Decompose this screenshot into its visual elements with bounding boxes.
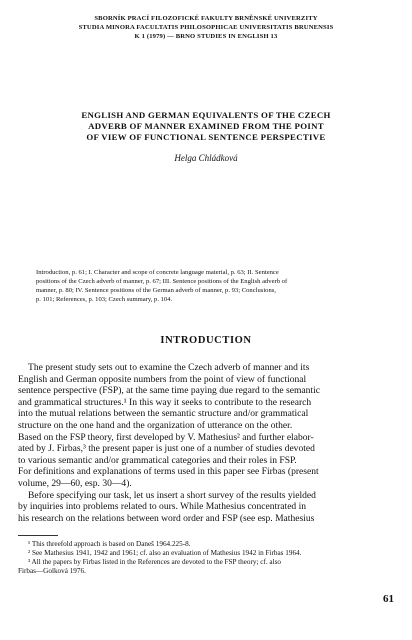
footnotes (18, 540, 394, 576)
page-number: 61 (383, 593, 394, 605)
body-line: sentence perspective (FSP), at the same time paying due regard to the semantic (18, 385, 320, 397)
article-title (20, 110, 392, 143)
toc-line-2: positions of the Czech adverb of manner, p. 67; III. Sentence positions of the English adverb of (36, 278, 288, 285)
header-line-1: SBORNÍK PRACÍ FILOZOFICKÉ FAKULTY BRNĚNSKÉ UNIVERZITY (94, 15, 318, 22)
body-line: Based on the FSP theory, first developed by V. Mathesius² and further elabor- (18, 431, 314, 443)
author-name: Helga Chládková (174, 153, 238, 163)
body-line: ated by J. Firbas,³ the present paper is just one of a number of studies devoted (18, 443, 315, 455)
body-line: English and German opposite numbers from the point of view of functional (18, 373, 307, 385)
footnote-2: ² See Mathesius 1941, 1942 and 1961; cf. also an evaluation of Mathesius 1942 in Firbas 1964. (28, 549, 302, 557)
table-of-contents (36, 268, 376, 304)
footnote-3-continued: Firbas—Golková 1976. (18, 567, 86, 575)
body-line: his research on the relations between word order and FSP (see esp. Mathesius (18, 512, 315, 524)
body-line: into the mutual relations between the semantic structure and/or grammatical (18, 408, 309, 420)
body-text (18, 362, 394, 524)
toc-line-1: Introduction, p. 61; I. Character and scope of concrete language material, p. 63; II. Sentence (36, 269, 279, 276)
journal-header (0, 14, 412, 41)
title-line-1: ENGLISH AND GERMAN EQUIVALENTS OF THE CZECH (81, 110, 331, 120)
header-line-2: STUDIA MINORA FACULTATIS PHILOSOPHICAE UNIVERSITATIS BRUNENSIS (78, 24, 334, 31)
body-line: For definitions and explanations of terms used in this paper see Firbas (present (18, 466, 319, 478)
body-line: The present study sets out to examine the Czech adverb of manner and its (28, 362, 310, 373)
footnote-1: ¹ This threefold approach is based on Daneš 1964.225-8. (28, 540, 191, 548)
body-line: and grammatical structures.¹ In this way it seeks to contribute to the research (18, 396, 312, 408)
toc-line-4: p. 101; References, p. 103; Czech summary, p. 104. (36, 296, 173, 303)
body-line: to various semantic and/or grammatical categories and their roles in FSP. (18, 454, 297, 466)
body-line: by inquiries into problems related to ours. While Mathesius concentrated in (18, 501, 307, 513)
title-line-3: OF VIEW OF FUNCTIONAL SENTENCE PERSPECTIVE (86, 132, 326, 142)
body-line: structure on the one hand and the organization of utterance on the other. (18, 419, 293, 431)
footnote-3: ³ All the papers by Firbas listed in the References are devoted to the FSP theory; cf. also (28, 558, 281, 566)
toc-line-3: manner, p. 80; IV. Sentence positions of the German adverb of manner, p. 93; Conclusions, (36, 287, 276, 294)
header-line-3: K 1 (1979) — BRNO STUDIES IN ENGLISH 13 (134, 33, 278, 40)
body-line: volume, 29—60, esp. 30—4). (18, 477, 132, 489)
body-line: Before specifying our task, let us insert a short survey of the results yielded (28, 489, 316, 501)
title-line-2: ADVERB OF MANNER EXAMINED FROM THE POINT (88, 121, 324, 131)
section-heading: INTRODUCTION (160, 335, 252, 346)
footnote-divider (18, 535, 58, 536)
